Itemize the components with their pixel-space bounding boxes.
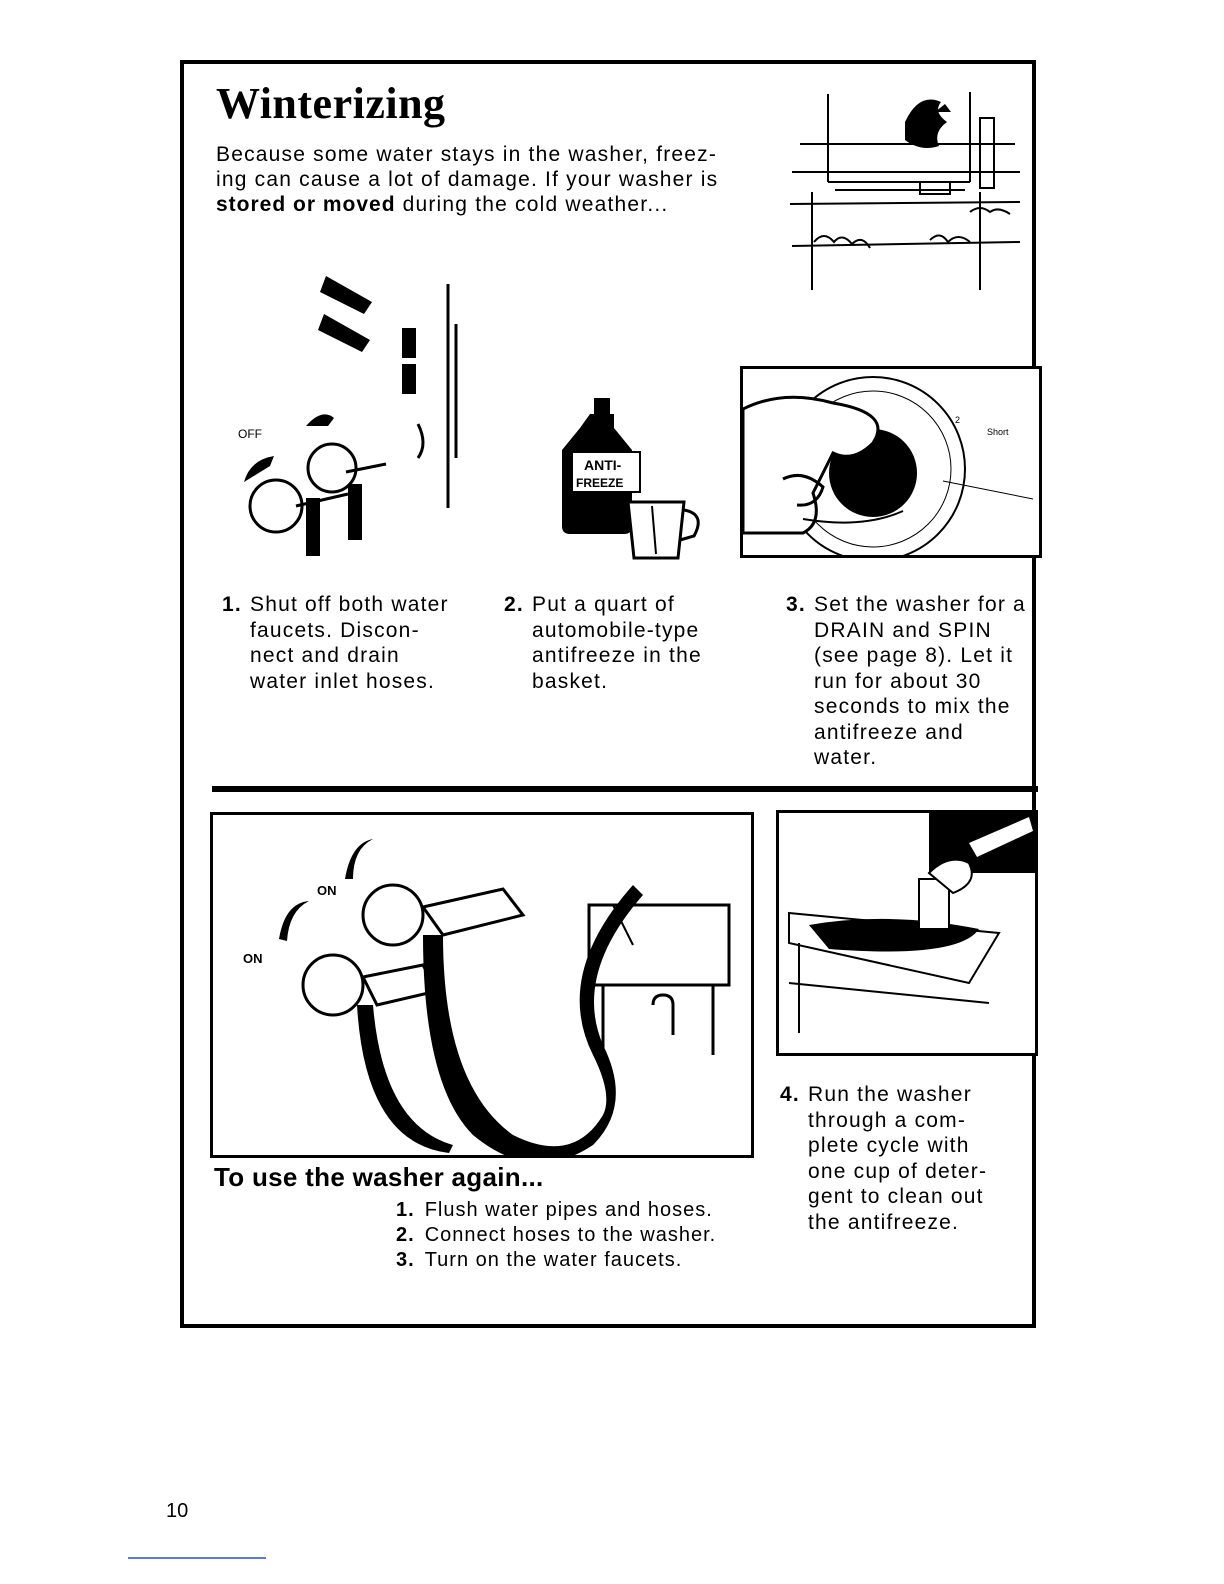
list-item [396,1223,716,1248]
step-3-line: (see page 8). Let it [814,644,1014,667]
intro-line-1: Because some water stays in the washer, freez- [216,143,718,166]
step-3-line: antifreeze and [814,720,964,744]
step-4-line: one cup of deter- [808,1159,988,1183]
list-item-number: 1. [396,1199,415,1221]
step-1-number: 1. [222,593,242,616]
step-4-line: the antifreeze. [808,1210,960,1234]
intro-paragraph [216,142,776,217]
list-item-number: 2. [396,1224,415,1246]
use-again-list [396,1198,716,1273]
anti-label: ANTI- [584,457,622,473]
list-item [396,1198,716,1223]
step-1-text [250,592,482,694]
faucets-off-illustration [236,274,464,566]
intro-bold: stored or moved [216,193,396,216]
step-4-line: through a com- [808,1108,967,1132]
list-item [396,1248,716,1273]
step-3-line: DRAIN and SPIN [814,618,992,642]
freeze-label: FREEZE [576,476,624,490]
off-label: OFF [238,427,262,441]
step-3-number: 3. [786,593,806,616]
step-3-line: seconds to mix the [814,695,1011,718]
step-3-line: water. [814,746,878,769]
step-2-text [532,592,744,694]
step-4-line: Run the washer [808,1083,972,1106]
step-2-line: automobile-type [532,618,700,642]
page-number: 10 [166,1500,189,1522]
footer-line [128,1557,266,1559]
list-item-text: Turn on the water faucets. [424,1249,683,1271]
section-divider [212,786,1038,792]
list-item-text: Flush water pipes and hoses. [424,1199,713,1221]
list-item-text: Connect hoses to the washer. [424,1224,717,1246]
antifreeze-illustration [562,394,710,566]
step-1-line: Shut off both water [250,593,449,616]
step-3 [786,592,1036,771]
svg-text:Short: Short [987,427,1009,437]
frozen-washer-illustration [790,82,1026,290]
on-label-1: ON [317,883,337,898]
step-4-number: 4. [780,1083,800,1106]
step-3-text [814,592,1036,771]
step-1 [222,592,482,694]
intro-tail: during the cold weather... [395,193,669,216]
step-4-line: gent to clean out [808,1185,984,1208]
step-1-line: faucets. Discon- [250,618,420,642]
intro-line-2: ing can cause a lot of damage. If your washer is [216,168,719,191]
page-title: Winterizing [216,79,446,128]
step-3-line: run for about 30 [814,669,982,693]
step-4-line: plete cycle with [808,1134,970,1157]
faucets-on-illustration [210,812,754,1158]
step-4 [780,1082,1030,1235]
step-1-line: nect and drain [250,644,400,667]
step-4-text [808,1082,1030,1235]
step-2-line: Put a quart of [532,593,675,616]
step-3-line: Set the washer for a [814,593,1026,616]
step-2-line: basket. [532,669,609,693]
on-label-2: ON [243,951,263,966]
step-2-line: antifreeze in the [532,644,702,667]
list-item-number: 3. [396,1249,415,1271]
dial-illustration [740,366,1042,558]
step-2-number: 2. [504,593,524,616]
svg-text:2: 2 [955,415,961,425]
use-again-heading: To use the washer again... [214,1162,544,1192]
detergent-illustration [776,810,1038,1056]
step-2 [504,592,744,694]
step-1-line: water inlet hoses. [250,669,436,693]
